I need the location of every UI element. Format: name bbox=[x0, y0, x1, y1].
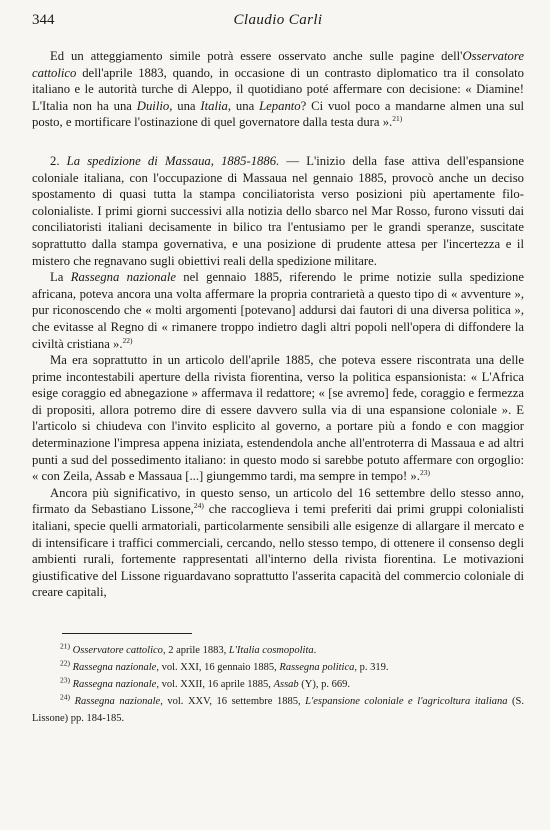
text-run: — L'inizio della fase attiva dell'espansione coloniale italiana, con l'occupazione di Massaua nel gennaio 1885, provocò anche un deciso spostamento di quasi tutta la stampa conciliatorista verso posizioni più apertamente filo-colonialiste. I primi giorni successivi alla notizia dello sbarco nel Mar Rosso, furono vissuti dai conciliatoristi italiani decisamente in bilico tra l'entusiamo per le grandi speranze, suscitate soprattutto dalla stampa governativa, e una posizione di prudente attesa per l'incertezza e il mistero che regnavano sugli obiettivi reali della spedizione militare. bbox=[32, 153, 525, 268]
paragraph bbox=[32, 269, 524, 352]
footnote-ref: 23) bbox=[419, 468, 430, 478]
italic-text: Rassegna nazionale bbox=[70, 270, 176, 285]
text-run: Ancora più significativo, in questo senso, un articolo del 16 settembre dello stesso anno, firmato da Sebastiano Lissone, bbox=[32, 485, 524, 517]
text-run: ? Ci vuol poco a mandarne almen una sul posto, e mortificare l'ostinazione di quel governatore dalla testa dura ». bbox=[32, 98, 524, 130]
text-run: , una bbox=[227, 98, 260, 113]
text-run: . bbox=[313, 645, 317, 656]
section-gap bbox=[32, 131, 524, 153]
italic-text: Rassegna nazionale bbox=[72, 662, 157, 673]
text-run: 2. bbox=[50, 153, 67, 168]
text-run: , vol. XXII, 16 aprile 1885, bbox=[156, 679, 274, 690]
italic-text: Osservatore cattolico bbox=[32, 49, 524, 80]
running-head bbox=[32, 12, 524, 34]
text-run: che raccoglieva i temi preferiti dai primi gruppi colonialisti italiani, specie quelli armatoriali, particolarmente sensibili alle esigenze di allargare il mercato e di intensificare i traffici commerciali, cercando, nello stesso tempo, di ottenere il consenso degli ambienti rurali, fortemente rappresentati all'interno della rivista fiorentina. Le motivazioni giustificative del Lissone riguardavano soprattutto l'asserita capacità del commercio coloniale di creare capitali, bbox=[32, 502, 524, 600]
footnote-ref: 23) bbox=[60, 675, 70, 685]
footnote-ref: 21) bbox=[60, 641, 70, 651]
text-run: (Y), p. 669. bbox=[298, 679, 350, 690]
text-run: dell'aprile 1883, quando, in occasione di un contrasto diplomatico tra il consolato italiano e le autorità turche di Aleppo, il quotidiano poté affermare con decisione: « Diamine! L'Italia non ha una bbox=[32, 65, 524, 113]
paragraph bbox=[32, 352, 524, 485]
footnote bbox=[32, 676, 524, 693]
italic-text: Rassegna nazionale bbox=[74, 696, 161, 707]
footnote bbox=[32, 642, 524, 659]
italic-text: Rassegna nazionale bbox=[72, 679, 157, 690]
italic-text: Duilio bbox=[136, 98, 170, 113]
footnote-separator bbox=[62, 633, 192, 634]
footnote-ref: 22) bbox=[122, 335, 133, 345]
paragraph bbox=[32, 48, 524, 131]
footnote bbox=[32, 693, 524, 727]
italic-text: L'Italia cosmopolita bbox=[228, 645, 314, 656]
body-text bbox=[32, 48, 524, 601]
footnotes bbox=[32, 642, 524, 727]
text-run: Ma era soprattutto in un articolo dell'aprile 1885, che poteva essere riscontrata una delle prime incontestabili aperture della rivista fiorentina, verso la politica espansionista: « L'Africa esige coraggio ed abnegazione » affermava il redattore; « [se avremo] fede, coraggio e fermezza di propositi, allora potremo dire di essere davvero sulla via di una espansione coloniale ». E l'articolo si chiudeva con l'invito esplicito al governo, a portare più a fondo e con maggior determinazione l'impresa appena iniziata, estendendola anche all'entroterra di Massaua e ad altri punti a sud del possedimento italiano: in questo modo si sarebbe potuto affermare con orgoglio: « con Zeila, Assab e Massaua [...] giungemmo tardi, ma sempre in tempo! ». bbox=[32, 353, 524, 484]
italic-text: La spedizione di Massaua, 1885-1886. bbox=[66, 153, 280, 168]
text-run: , vol. XXI, 16 gennaio 1885, bbox=[156, 662, 280, 673]
paragraph bbox=[32, 485, 524, 601]
footnote-ref: 21) bbox=[392, 114, 403, 124]
text-run: , vol. XXV, 16 settembre 1885, bbox=[160, 696, 306, 707]
text-run: , una bbox=[169, 98, 201, 113]
page-number: 344 bbox=[32, 12, 55, 28]
italic-text: Italia bbox=[200, 98, 228, 113]
italic-text: Assab bbox=[273, 679, 299, 690]
text-run: , 2 aprile 1883, bbox=[162, 645, 229, 656]
footnote-ref: 22) bbox=[60, 658, 70, 668]
italic-text: L'espansione coloniale e l'agricoltura italiana bbox=[305, 696, 508, 707]
footnote-ref: 24) bbox=[60, 692, 70, 702]
text-run: nel gennaio 1885, riferendo le prime notizie sulla spedizione africana, poteva ancora una volta affermare la propria contrarietà a questo tipo di « avventure », pur riconoscendo che « molti argomenti [potevano] addursi dai fautori di una diversa politica », che evitasse al Regno di « rimanere troppo indietro dagli altri popoli nell'opera di diffondere la civiltà cristiana ». bbox=[32, 270, 524, 351]
text-run: (S. Lissone) pp. 184-185. bbox=[32, 696, 525, 724]
text-run: , p. 319. bbox=[354, 662, 389, 673]
text-run: Ed un atteggiamento simile potrà essere osservato anche sulle pagine dell' bbox=[50, 49, 463, 63]
italic-text: Lepanto bbox=[259, 98, 301, 113]
italic-text: Osservatore cattolico bbox=[72, 645, 163, 656]
text-run: La bbox=[50, 270, 71, 285]
section-heading-paragraph bbox=[32, 153, 524, 269]
footnote bbox=[32, 659, 524, 676]
running-head-author: Claudio Carli bbox=[233, 12, 323, 28]
italic-text: Rassegna politica bbox=[279, 662, 355, 673]
footnote-ref: 24) bbox=[193, 501, 204, 511]
